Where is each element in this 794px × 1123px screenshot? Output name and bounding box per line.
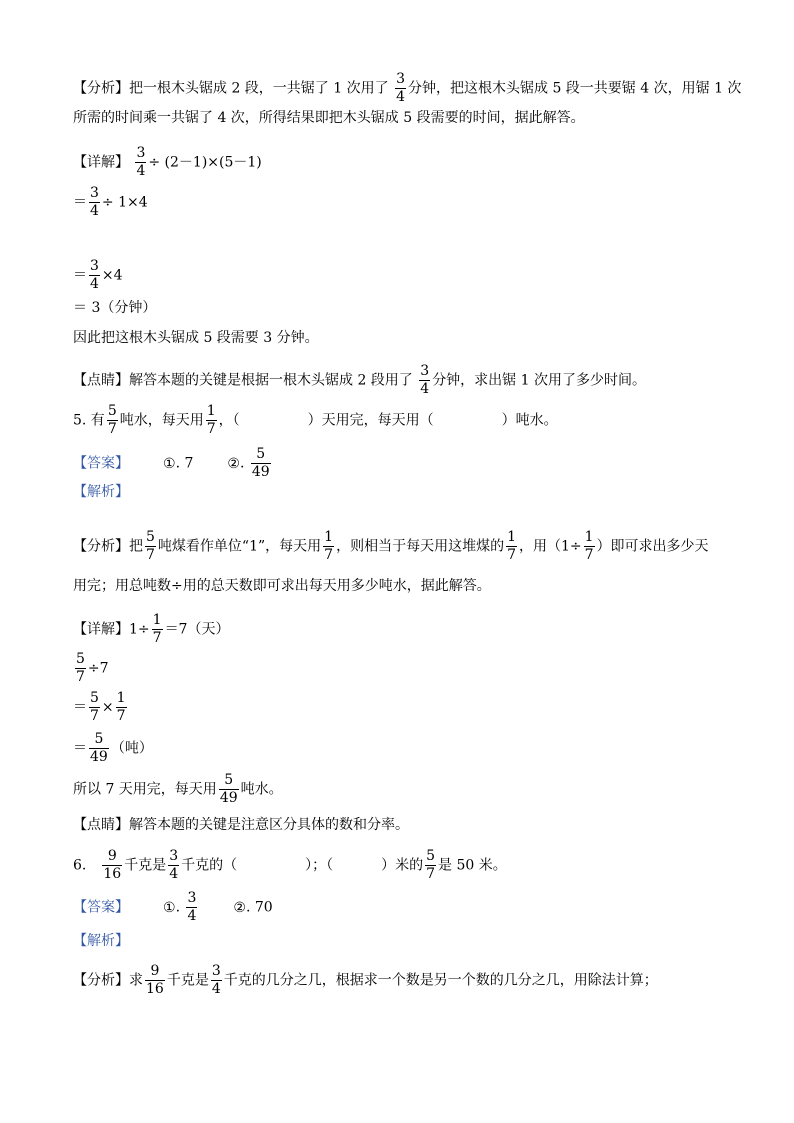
- analysis-line-1: [73, 71, 741, 106]
- question-text: ，（: [218, 412, 240, 429]
- analysis-text: ）即可求出多少天: [596, 538, 709, 555]
- numerator: 1: [584, 529, 594, 545]
- analysis-text: 吨煤看作单位“1”，每天用: [157, 538, 322, 555]
- analysis-line-1: [73, 529, 709, 564]
- numerator: 1: [206, 403, 216, 419]
- fraction: [186, 890, 197, 925]
- answer-value: .: [175, 899, 181, 916]
- analysis-text: 分钟，把这根木头锯成 5 段一共要锯 4 次，用锯 1 次: [408, 80, 742, 97]
- fraction: [506, 529, 517, 564]
- numerator: 3: [396, 71, 405, 87]
- expression: （吨）: [110, 740, 153, 757]
- numerator: 5: [89, 731, 109, 749]
- numerator: 3: [211, 963, 221, 979]
- fraction: [75, 651, 86, 686]
- detail-line: [73, 612, 229, 647]
- denominator: 49: [90, 749, 108, 765]
- fraction: [89, 258, 100, 293]
- fraction: [135, 145, 146, 180]
- numerator: 3: [136, 145, 146, 161]
- answer-value: .: [239, 455, 245, 472]
- answer-line: [73, 890, 273, 925]
- comment-text: 解答本题的关键是根据一根木头锯成 2 段用了: [129, 372, 413, 389]
- analysis-line-1: [73, 963, 658, 998]
- expression: 1÷: [129, 621, 150, 638]
- analysis-text: 把一根木头锯成 2 段，一共锯了 1 次用了: [129, 80, 389, 97]
- conclusion-text: 所以 7 天用完，每天用: [73, 781, 217, 798]
- answer-value: . 70: [245, 899, 273, 916]
- analysis-line-2: 用完；用总吨数÷用的总天数即可求出每天用多少吨水，据此解答。: [73, 578, 491, 594]
- denominator: 7: [426, 866, 436, 882]
- answer-value: . 7: [175, 455, 194, 472]
- answer-tag: 【答案】: [73, 455, 129, 472]
- numerator: 3: [169, 848, 179, 864]
- question-text: 千克的（: [181, 857, 238, 874]
- denominator: 7: [146, 547, 155, 563]
- comment-line: [73, 363, 646, 398]
- denominator: 4: [136, 163, 146, 179]
- analysis-tag: 【分析】: [73, 80, 129, 97]
- explain-tag: 【解析】: [73, 933, 129, 949]
- fraction: [152, 612, 163, 647]
- numerator: 3: [420, 363, 430, 379]
- analysis-text: ，则相当于每天用这堆煤的: [336, 538, 505, 555]
- fraction: [107, 403, 118, 438]
- question-number: 6.: [73, 857, 87, 874]
- numerator: 5: [76, 651, 85, 667]
- numerator: 5: [251, 446, 271, 464]
- explain-tag: 【解析】: [73, 484, 129, 500]
- fraction: [395, 71, 406, 106]
- expression: ×4: [101, 267, 123, 284]
- analysis-tag: 【分析】: [73, 538, 129, 555]
- numerator: 5: [146, 529, 155, 545]
- expression: ÷ 1×4: [101, 194, 148, 211]
- analysis-line-2: 所需的时间乘一共锯了 4 次，所得结果即把木头锯成 5 段需要的时间，据此解答。: [73, 110, 585, 126]
- step-line: ＝ 3（分钟）: [73, 300, 157, 316]
- denominator: 4: [396, 89, 405, 105]
- denominator: 4: [169, 866, 179, 882]
- step-line: [73, 258, 123, 293]
- fraction: [89, 690, 100, 725]
- fraction: [584, 529, 595, 564]
- fraction: [116, 690, 127, 725]
- numerator: 5: [426, 848, 436, 864]
- circled-number-icon: ①: [163, 455, 176, 472]
- question-5: [73, 403, 558, 438]
- fraction: [89, 185, 100, 220]
- question-6: [73, 848, 507, 883]
- denominator: 7: [152, 630, 162, 646]
- step-line: [73, 690, 129, 725]
- question-text: ）天用完，每天用（: [307, 412, 434, 429]
- question-text: 是 50 米。: [438, 857, 507, 874]
- denominator: 7: [507, 547, 516, 563]
- fraction: [168, 848, 179, 883]
- comment-text: 分钟，求出锯 1 次用了多少时间。: [432, 372, 646, 389]
- expression: ÷7: [87, 660, 109, 677]
- analysis-text: 千克的几分之几，根据求一个数是另一个数的几分之几，用除法计算；: [223, 972, 658, 989]
- analysis-text: 千克是: [166, 972, 209, 989]
- analysis-tag: 【分析】: [73, 972, 129, 989]
- circled-number-icon: ①: [163, 899, 176, 916]
- fraction: [219, 772, 239, 807]
- analysis-text: 把: [129, 538, 143, 555]
- numerator: 9: [102, 848, 122, 866]
- equals-sign: ＝: [73, 740, 87, 757]
- fraction: [102, 848, 122, 883]
- numerator: 5: [219, 772, 239, 790]
- denominator: 16: [146, 981, 164, 997]
- question-text: ）；（: [305, 857, 334, 874]
- denominator: 49: [219, 790, 238, 806]
- numerator: 9: [145, 963, 165, 981]
- question-text: 吨水，每天用: [119, 412, 204, 429]
- denominator: 16: [103, 866, 122, 882]
- comment-tag: 【点睛】: [73, 817, 129, 833]
- step-line: [73, 651, 109, 686]
- denominator: 7: [584, 547, 594, 563]
- denominator: 7: [324, 547, 334, 563]
- conclusion-line: [73, 772, 283, 807]
- question-text: ）吨水。: [501, 412, 558, 429]
- step-line: [73, 731, 153, 766]
- answer-tag: 【答案】: [73, 899, 129, 916]
- numerator: 5: [90, 690, 99, 706]
- analysis-text: 求: [129, 972, 143, 989]
- detail-line: [73, 145, 262, 180]
- question-number: 5. 有: [73, 412, 105, 429]
- denominator: 7: [206, 421, 216, 437]
- denominator: 4: [90, 203, 99, 219]
- denominator: 7: [107, 421, 117, 437]
- denominator: 49: [251, 464, 270, 480]
- question-text: ）米的: [381, 857, 424, 874]
- fraction: [425, 848, 436, 883]
- expression: ×: [101, 699, 114, 716]
- fraction: [206, 403, 217, 438]
- numerator: 1: [324, 529, 334, 545]
- equals-sign: ＝: [73, 699, 87, 716]
- comment-line: [73, 815, 409, 835]
- numerator: 1: [152, 612, 162, 628]
- circled-number-icon: ②: [227, 455, 240, 472]
- comment-tag: 【点睛】: [73, 372, 129, 389]
- denominator: 4: [90, 276, 99, 292]
- question-text: 千克是: [124, 857, 167, 874]
- fraction: [419, 363, 430, 398]
- numerator: 3: [187, 890, 197, 906]
- numerator: 3: [90, 258, 99, 274]
- expression: ＝7（天）: [164, 621, 230, 638]
- conclusion-line: 因此把这根木头锯成 5 段需要 3 分钟。: [73, 330, 319, 346]
- denominator: 7: [90, 708, 99, 724]
- equals-sign: ＝: [73, 267, 87, 284]
- step-line: [73, 185, 148, 220]
- answer-line: [73, 446, 273, 481]
- fraction: [211, 963, 222, 998]
- denominator: 4: [211, 981, 221, 997]
- expression: ÷ (2－1)×(5－1): [148, 154, 262, 171]
- analysis-text: ，用（1÷: [519, 538, 582, 555]
- fraction: [89, 731, 109, 766]
- denominator: 7: [76, 669, 85, 685]
- denominator: 4: [420, 381, 430, 397]
- numerator: 1: [507, 529, 516, 545]
- denominator: 4: [187, 908, 197, 924]
- fraction: [145, 963, 165, 998]
- denominator: 7: [116, 708, 126, 724]
- numerator: 1: [116, 690, 126, 706]
- numerator: 3: [90, 185, 99, 201]
- equals-sign: ＝: [73, 194, 87, 211]
- detail-tag: 【详解】: [73, 621, 129, 638]
- numerator: 5: [107, 403, 117, 419]
- detail-tag: 【详解】: [73, 154, 129, 171]
- conclusion-text: 吨水。: [240, 781, 283, 798]
- circled-number-icon: ②: [233, 899, 246, 916]
- fraction: [251, 446, 271, 481]
- fraction: [145, 529, 156, 564]
- fraction: [323, 529, 334, 564]
- comment-text: 解答本题的关键是注意区分具体的数和分率。: [129, 817, 409, 833]
